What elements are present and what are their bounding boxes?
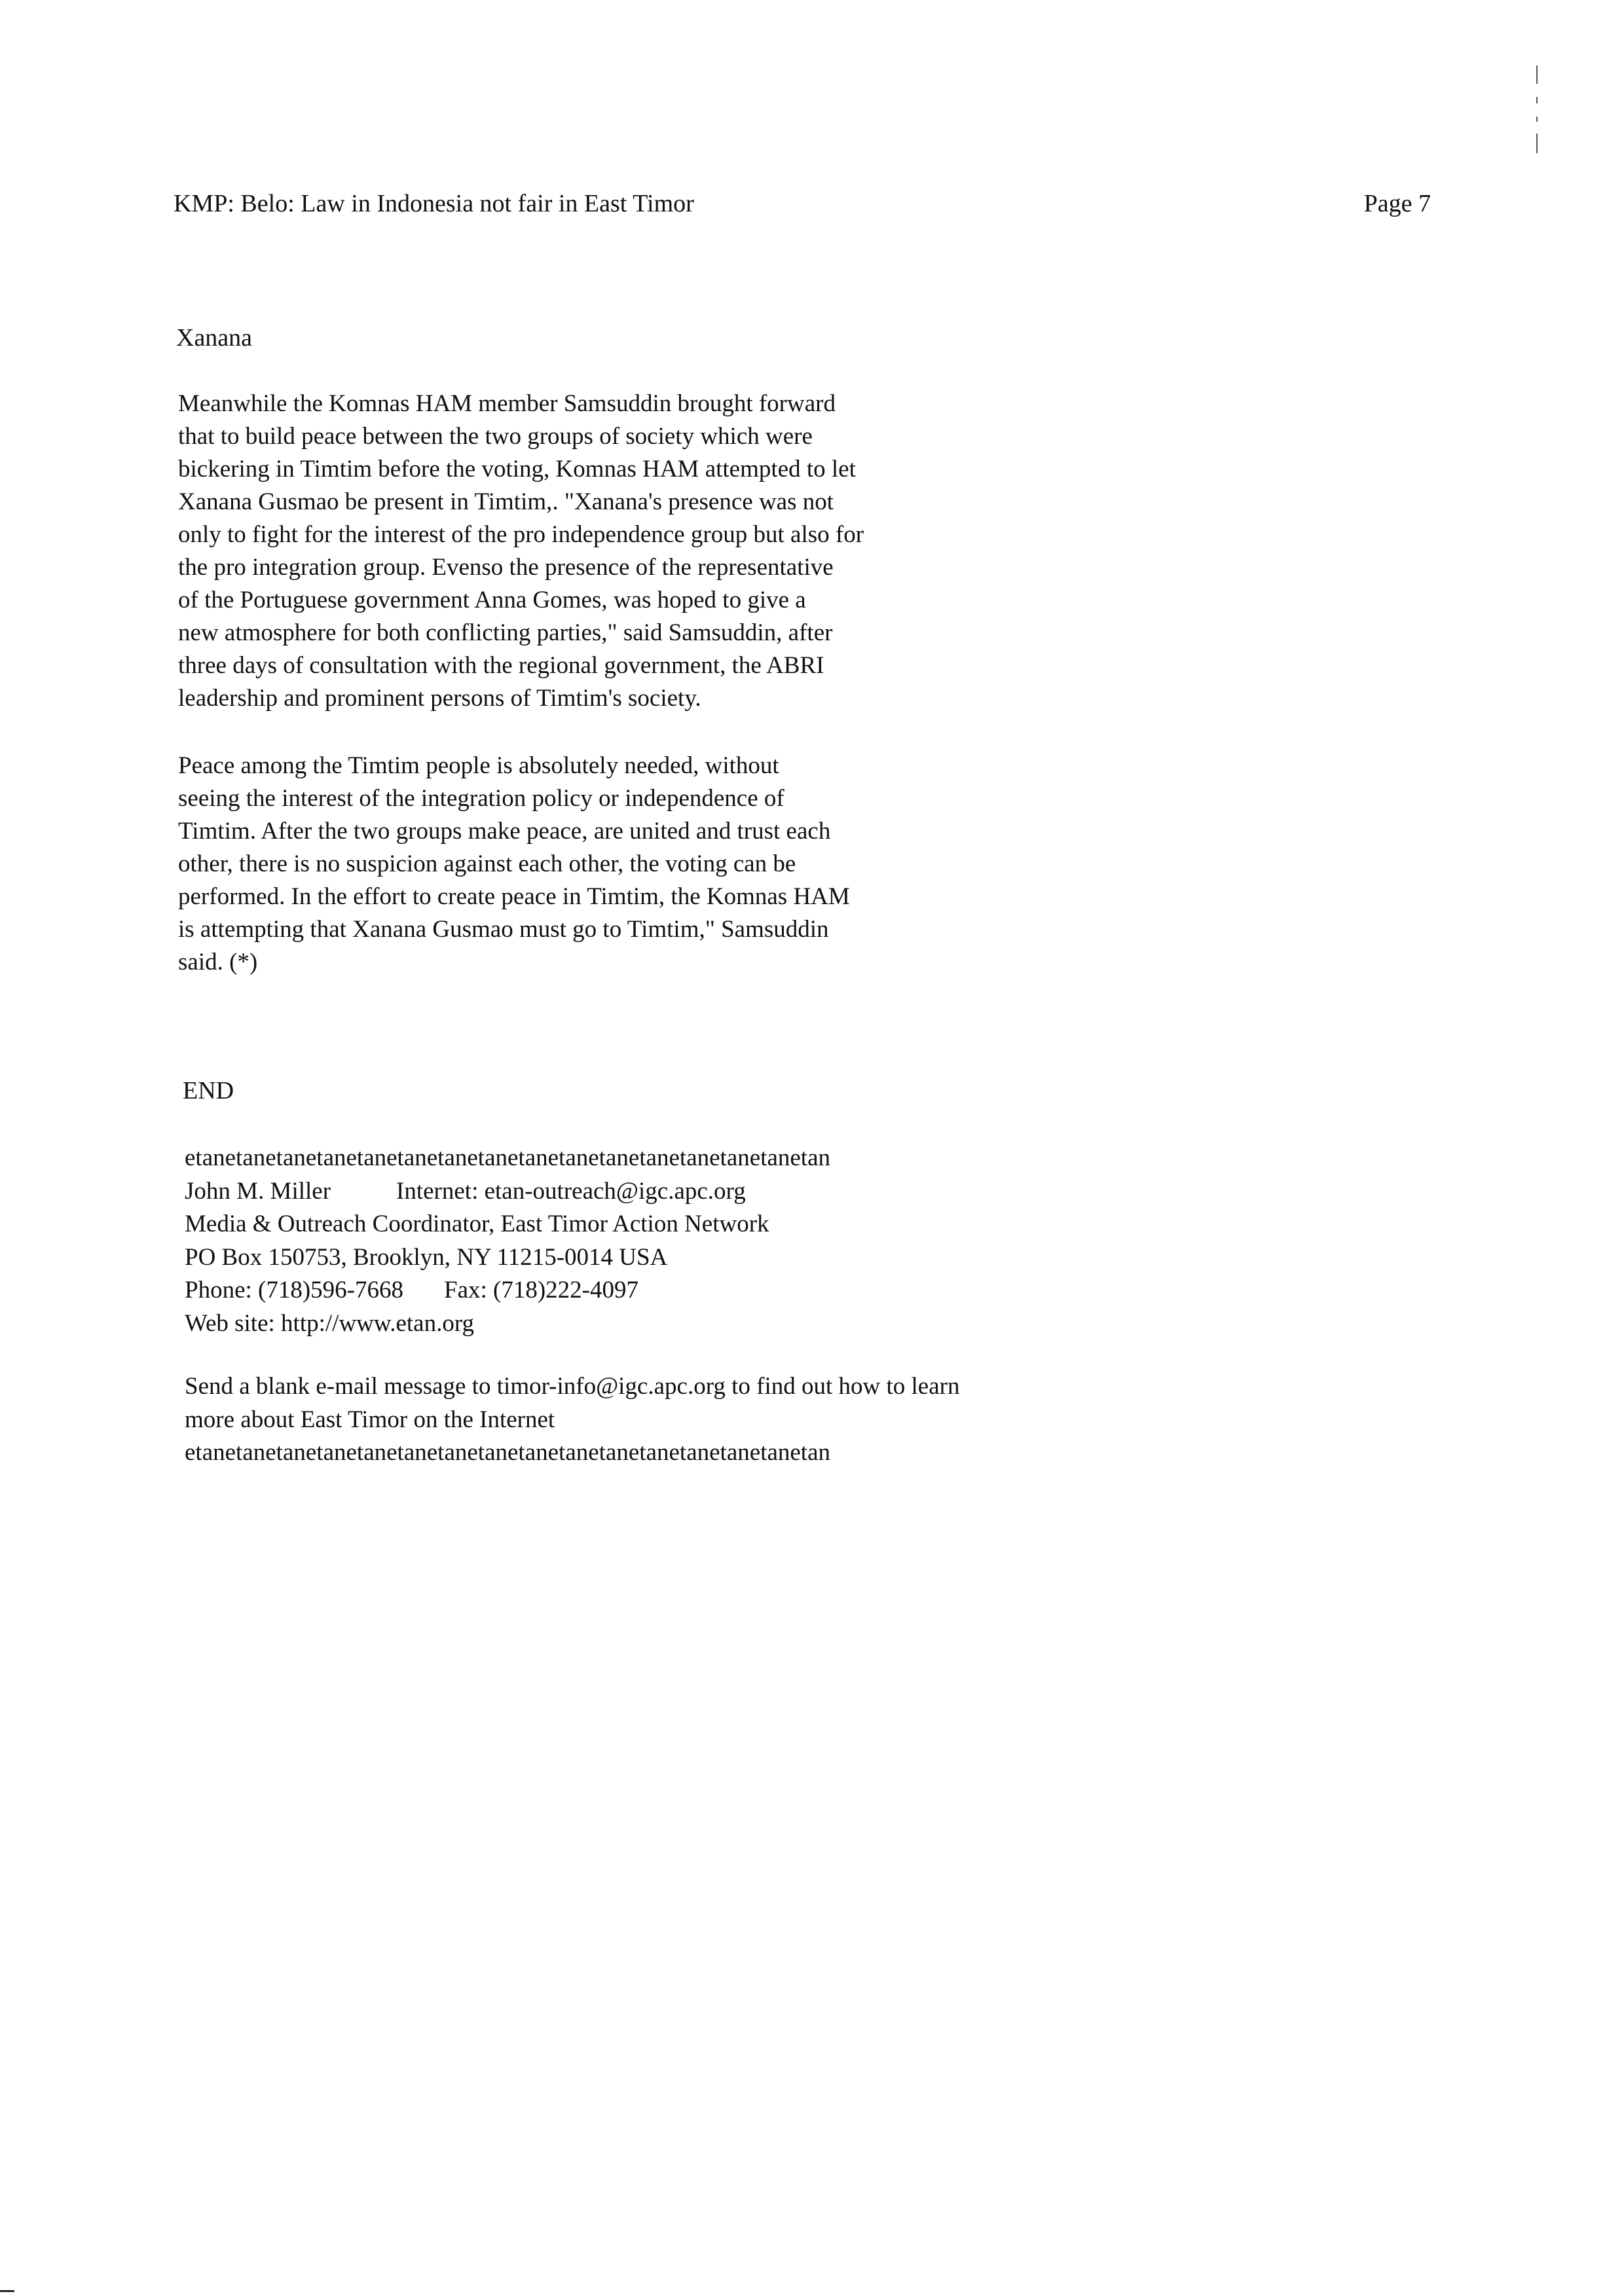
paragraph-line: bickering in Timtim before the voting, Komnas HAM attempted to let	[178, 456, 856, 483]
contact-website[interactable]: Web site: http://www.etan.org	[185, 1309, 474, 1337]
paragraph-line: the pro integration group. Evenso the presence of the representative	[178, 554, 834, 581]
paragraph-line: seeing the interest of the integration policy or independence of	[178, 785, 784, 812]
paragraph-line: Timtim. After the two groups make peace, are united and trust each	[178, 818, 831, 845]
signature-block	[185, 1142, 830, 1340]
footer-message-line: more about East Timor on the Internet	[185, 1406, 555, 1433]
contact-phone-row	[185, 1274, 830, 1307]
footer-separator: etanetanetanetanetanetanetanetanetanetanetanetanetanetanetanetan	[185, 1439, 830, 1466]
contact-role: Media & Outreach Coordinator, East Timor Action Network	[185, 1211, 769, 1237]
contact-name-row	[185, 1175, 830, 1209]
footer-message-line: Send a blank e-mail message to timor-info@igc.apc.org to find out how to learn	[185, 1373, 960, 1400]
paragraph-line: leadership and prominent persons of Timtim's society.	[178, 685, 701, 712]
body-paragraph	[178, 388, 864, 715]
paragraph-line: that to build peace between the two groups of society which were	[178, 423, 813, 450]
paragraph-line: said. (*)	[178, 949, 258, 975]
signature-separator: etanetanetanetanetanetanetanetanetanetanetanetanetanetanetanetan	[185, 1144, 830, 1171]
document-title: KMP: Belo: Law in Indonesia not fair in East Timor	[174, 190, 694, 217]
paragraph-line: new atmosphere for both conflicting parties," said Samsuddin, after	[178, 619, 833, 646]
paragraph-line: Meanwhile the Komnas HAM member Samsuddin brought forward	[178, 390, 836, 417]
contact-fax: Fax: (718)222-4097	[444, 1277, 638, 1303]
section-heading: Xanana	[176, 324, 253, 352]
paragraph-line: Xanana Gusmao be present in Timtim,. "Xanana's presence was not	[178, 488, 834, 515]
contact-phone: Phone: (718)596-7668	[185, 1277, 403, 1303]
contact-address: PO Box 150753, Brooklyn, NY 11215-0014 USA	[185, 1243, 668, 1271]
paragraph-line: performed. In the effort to create peace in Timtim, the Komnas HAM	[178, 883, 850, 910]
contact-name: John M. Miller	[185, 1177, 331, 1205]
page-number: Page 7	[1363, 190, 1431, 217]
paragraph-line: Peace among the Timtim people is absolutely needed, without	[178, 752, 779, 779]
footer-block	[185, 1370, 959, 1470]
paragraph-line: of the Portuguese government Anna Gomes, was hoped to give a	[178, 587, 806, 613]
paragraph-line: three days of consultation with the regional government, the ABRI	[178, 652, 824, 679]
paragraph-line: is attempting that Xanana Gusmao must go to Timtim," Samsuddin	[178, 916, 829, 943]
scan-corner-mark	[0, 2290, 14, 2292]
end-marker: END	[183, 1077, 234, 1104]
paragraph-line: other, there is no suspicion against each other, the voting can be	[178, 850, 796, 877]
contact-email[interactable]: Internet: etan-outreach@igc.apc.org	[396, 1177, 746, 1205]
body-paragraph	[178, 750, 850, 979]
page-header	[174, 187, 1431, 226]
scan-margin-mark	[1535, 65, 1539, 157]
paragraph-line: only to fight for the interest of the pro independence group but also for	[178, 521, 864, 548]
